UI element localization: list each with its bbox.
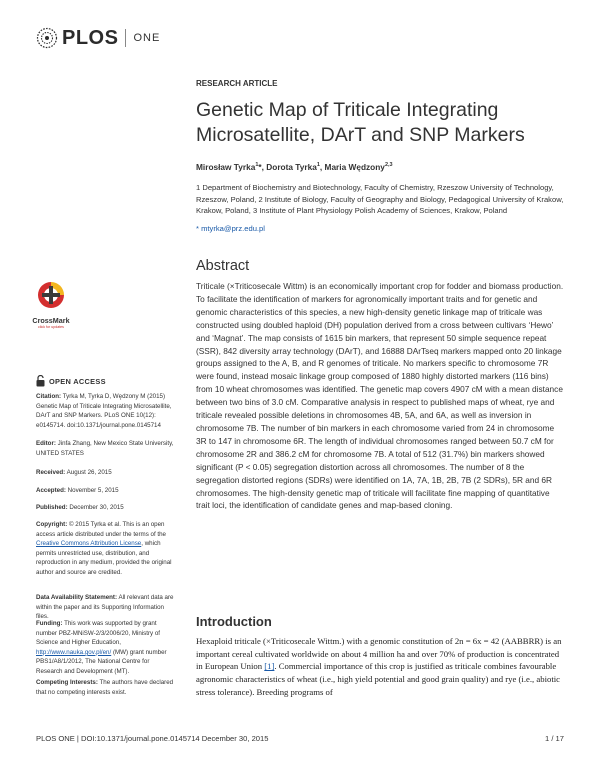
editor-text: Jinfa Zhang, New Mexico State University, UNITED STATES <box>36 440 174 457</box>
copyright-text: © 2015 Tyrka et al. This is an open access article distributed under the terms of the <box>36 521 167 538</box>
title-line-2: Microsatellite, DArT and SNP Markers <box>196 124 525 146</box>
author-sup: 2,3 <box>384 162 393 169</box>
crossmark-icon <box>36 280 66 310</box>
editor-label: Editor: <box>36 440 56 447</box>
citation-label: Citation: <box>36 393 62 400</box>
title-line-1: Genetic Map of Triticale Integrating <box>196 99 499 121</box>
introduction-text <box>196 635 564 699</box>
accepted-date: November 5, 2015 <box>67 487 119 494</box>
affiliations: 1 Department of Biochemistry and Biotechnology, Faculty of Chemistry, Rzeszow University of Technology, Rzeszow, Poland, 2 Institute of Biology, Faculty of Geography and Biology, Pedagogical University of Krakow, Krakow, Poland, 3 Institute of Plant Physiology Polish Academy of Sciences, Krakow, Poland <box>196 183 564 216</box>
funding-text: This work was supported by grant number PBZ-MNiSW-2/3/2006/20, Ministry of Science and Higher Education, <box>36 620 161 647</box>
corresponding-email <box>196 224 265 233</box>
funding-block <box>36 619 176 677</box>
copyright-text: , which permits unrestricted use, distribution, and reproduction in any medium, provided the original author and source are credited. <box>36 540 172 576</box>
license-link[interactable]: Creative Commons Attribution License <box>36 540 142 548</box>
published-block <box>36 503 176 513</box>
data-availability-label: Data Availability Statement: <box>36 594 118 601</box>
corresponding-mark: * <box>258 162 262 172</box>
competing-interests-label: Competing Interests: <box>36 679 98 686</box>
received-date: August 26, 2015 <box>66 469 112 476</box>
logo-brand: PLOS <box>62 26 119 49</box>
open-access-badge <box>36 375 106 387</box>
citation-block <box>36 392 176 430</box>
data-availability-block <box>36 593 176 622</box>
author-name[interactable]: Mirosław Tyrka <box>196 162 256 172</box>
journal-logo[interactable] <box>36 26 160 50</box>
author-name[interactable]: Dorota Tyrka <box>266 162 317 172</box>
email-mark: * <box>196 224 199 233</box>
intro-text-part: . Commercial importance of this crop is justified as triticale combines favourable agronomic characteristics of wheat (i.e., high yield potential and good grain quality) and rye (i.e., abiotic stress tolerance). Breeding programs of <box>196 661 561 697</box>
intro-text-part: Hexaploid triticale (×Triticosecale Wittm.) with a genomic constitution of 2n = 6x = 42 (AABBRR) is an important cereal cultivated worldwide on about 4 million ha and over 70% of production is concentrated in European Union <box>196 636 562 672</box>
copyright-label: Copyright: <box>36 521 68 528</box>
crossmark-sub: click for updates <box>38 325 64 329</box>
author-sup: 1 <box>316 162 320 169</box>
citation-link[interactable]: [1] <box>264 661 275 672</box>
abstract-heading: Abstract <box>196 258 250 274</box>
copyright-block <box>36 520 176 578</box>
received-label: Received: <box>36 469 66 476</box>
author-sup: 1 <box>255 162 259 169</box>
editor-block <box>36 439 176 458</box>
accepted-label: Accepted: <box>36 487 66 494</box>
author-name[interactable]: Maria Wędzony <box>324 162 385 172</box>
plos-logo-icon <box>36 27 58 49</box>
received-block <box>36 468 176 478</box>
email-link[interactable]: mtyrka@prz.edu.pl <box>201 224 265 233</box>
crossmark-label: CrossMark <box>32 316 70 325</box>
competing-interests-block <box>36 678 176 697</box>
funding-label: Funding: <box>36 620 63 627</box>
accepted-block <box>36 486 176 496</box>
footer-doi: PLOS ONE | DOI:10.1371/journal.pone.0145714 December 30, 2015 <box>36 734 269 743</box>
author-list: Mirosław Tyrka$^1$*, Dorota Tyrka$^1$, Maria Wędzony$^{2,3}$ <box>196 162 393 172</box>
open-access-label: OPEN ACCESS <box>49 376 106 386</box>
funding-text: (MW) grant number PBS1/A8/1/2012, The National Centre for Research and Development (MT). <box>36 648 167 675</box>
citation-text: Tyrka M, Tyrka D, Wędzony M (2015) Genetic Map of Triticale Integrating Microsatellite, DArT and SNP Markers. PLoS ONE 10(12): e0145714. doi:10.1371/journal.pone.0145714 <box>36 393 172 429</box>
published-label: Published: <box>36 504 68 511</box>
logo-divider <box>125 29 126 47</box>
logo-journal: ONE <box>133 32 161 44</box>
article-title <box>196 98 576 148</box>
funding-link[interactable]: http://www.nauka.gov.pl/en/ <box>36 648 112 656</box>
crossmark-badge[interactable] <box>30 280 72 329</box>
page-footer <box>36 734 564 743</box>
page-number: 1 / 17 <box>545 734 564 743</box>
competing-interests-text: The authors have declared that no competing interests exist. <box>36 679 174 696</box>
article-type: RESEARCH ARTICLE <box>196 79 278 88</box>
data-availability-text: All relevant data are within the paper and its Supporting Information files. <box>36 594 174 621</box>
open-lock-icon <box>36 375 45 387</box>
abstract-text: Triticale (×Triticosecale Wittm) is an economically important crop for fodder and biomass production. To facilitate the identification of markers for agronomically important traits and for genetic and genomic characteristics of this species, a new high-density genetic linkage map of triticale was constructed using doubled haploid (DH) population derived from a cross between cultivars ‘Hewo’ and ‘Magnat’. The map consists of 1615 bin markers, that represent 50 simple sequence repeat (SSR), 842 diversity array technology (DArT), and 16888 DArTseq markers mapped onto 20 linkage groups assigned to the A, B, and R genomes of triticale. No markers specific to chromosome 7R were found, instead mosaic linkage group composed of 1880 highly distorted markers (116 bins) from 10 wheat chromosomes was identified. The genetic map covers 4907 cM with a mean distance between two bins of 3.0 cM. Comparative analysis in respect to published maps of wheat, rye and triticale revealed possible deletions in chromosomes 4B, 5A, and 6A, as well as inversion in chromosome 7B. The number of bin markers in each chromosome varied from 24 in chromosome 3R to 147 in chromosome 6R. The length of individual chromosomes ranged between 50.7 cM for chromosome 2R and 386.2 cM for chromosome 7B. A total of 512 (31.7%) bin markers showed significant (P < 0.05) segregation distortion across all chromosomes. The number of 8 the segregation distorted regions (SDRs) were identified on 1A, 7A, 1B, 2B, 7B (2 SDRs), 5R and 6R chromosomes. The high-density genetic map of triticale will facilitate fine mapping of quantitative trait loci, the identification of candidate genes and map-based cloning. <box>196 281 564 511</box>
published-date: December 30, 2015 <box>69 504 124 511</box>
introduction-heading: Introduction <box>196 614 272 629</box>
